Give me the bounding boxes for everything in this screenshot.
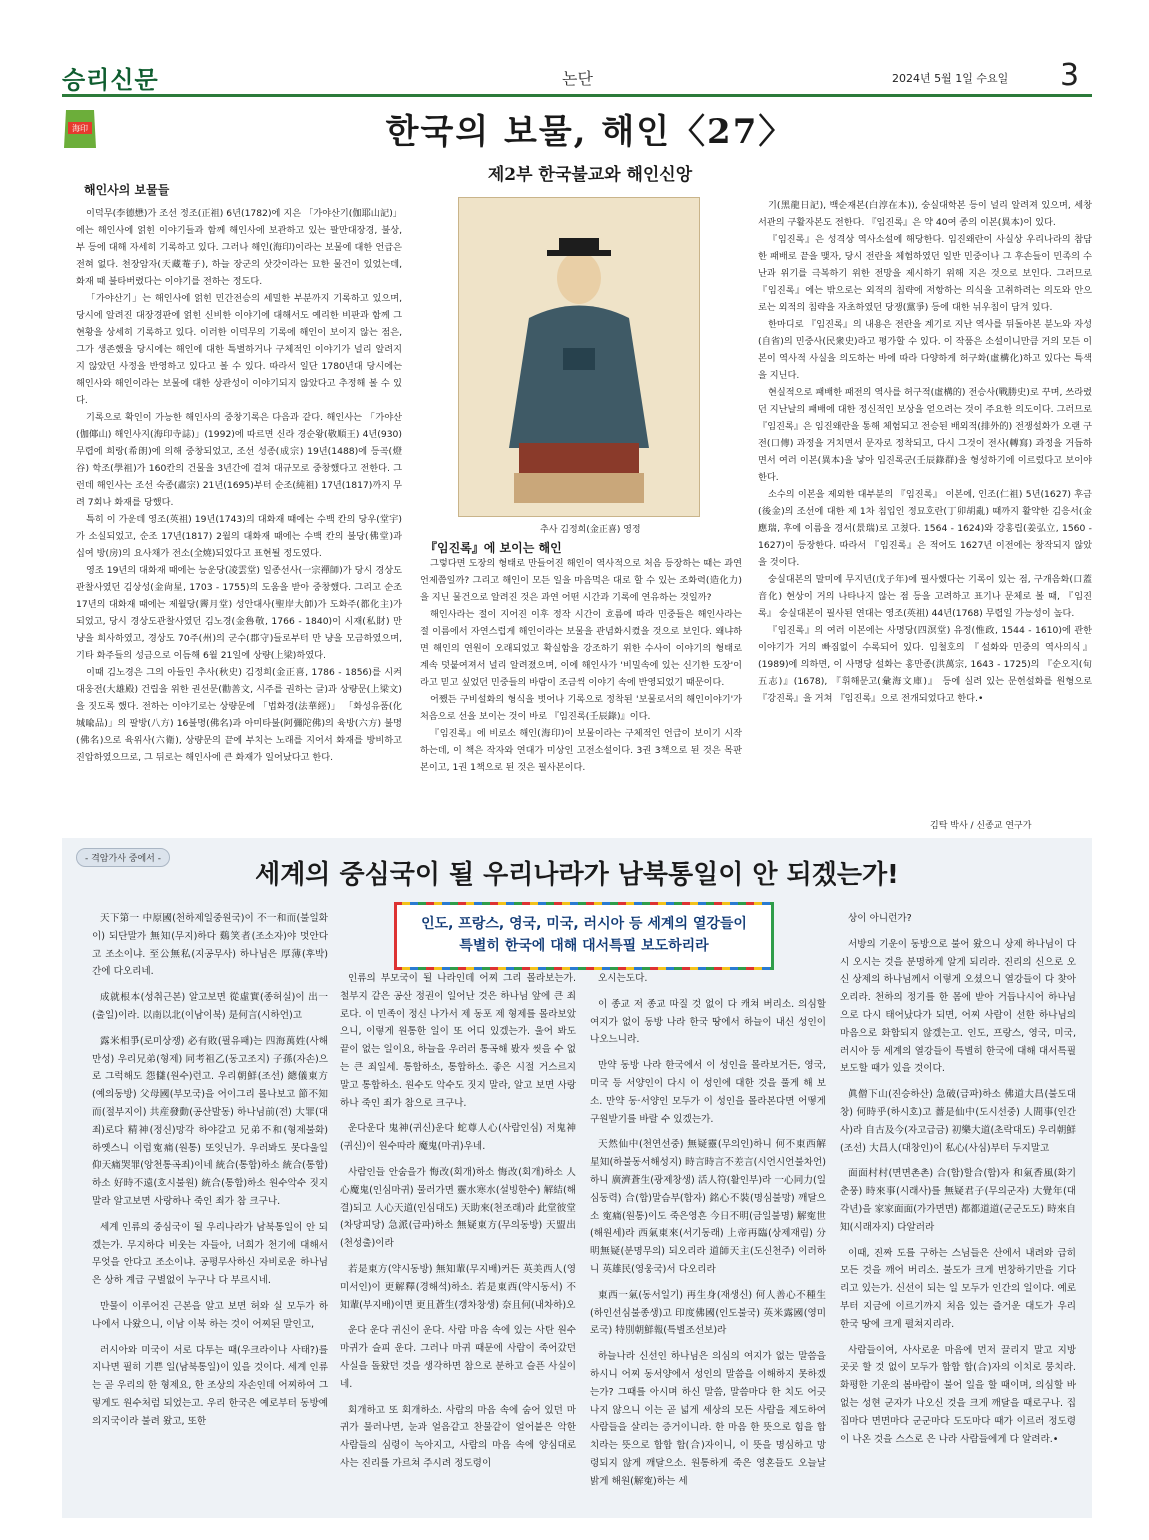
- haein-badge-icon: [62, 108, 98, 152]
- paragraph: 현실적으로 패배한 패전의 역사를 허구적(虛構的) 전승사(戰勝史)로 꾸며, 쓰라렸던 지난날의 패배에 대한 정신적인 보상을 얻으려는 것이 주요한 의도이다. 그러므로 『임진록』은 임진왜란을 통해 체험되고 전승된 배외적(排外的) 전쟁설화가 오랜 구전(口傳) 과정을 거치면서 문자로 정착되고, 다시 그것이 전사(轉寫) 과정을 거듭하면서 여러 이본(異本)을 낳아 임진록군(壬辰錄群)을 형성하기에 이르렀다고 보이야 한다.: [758, 387, 1092, 483]
- paragraph: 한마디로 『임진록』의 내용은 전란을 계기로 지난 역사를 뒤돌아본 분노와 자성(自省)의 민중사(民衆史)라고 평가할 수 있다. 이 작품은 소설이니만큼 거의 모든 이본이 역사적 사실을 의도하는 바에 따라 다양하게 허구화(虛構化)하고 있다는 특색을 지닌다.: [758, 319, 1092, 381]
- paragraph: 인류의 부모국이 될 나라인데 어찌 그리 몰라보는가. 철부지 같은 공산 정권이 일어난 것은 하나님 앞에 큰 죄로다. 이 민족이 정신 나가서 제 동포 제 형제를 몰라보았으니, 이렇게 원통한 일이 또 어디 있겠는가. 울어 봐도 끝이 없는 일이요, 하늘을 우러러 통곡해 봤자 씻을 수 없는 큰 죄일세. 통합하소, 통합하소. 좋은 시절 거스르지 말고 통합하소. 원수도 악수도 짓지 말라, 알고 보면 사랑 하나 죽인 죄가 참으로 크구나.: [340, 973, 576, 1109]
- paragraph: 어쨌든 구비설화의 형식을 벗어나 기록으로 정착된 '보물로서의 해인이야기'가 처음으로 선을 보이는 것이 바로 『임진록(壬辰錄)』이다.: [420, 694, 742, 722]
- issue-date: 2024년 5월 1일 수요일: [892, 72, 1009, 85]
- paragraph: 『임진록』에 비로소 해인(海印)이 보물이라는 구체적인 언급이 보이기 시작하는데, 이 책은 작자와 연대가 미상인 고전소설이다. 3권 3책으로 된 것은 목판본이고, 1권 1책으로 된 것은 필사본이다.: [420, 728, 742, 773]
- paragraph: 기(黑龍日記), 백순재본(白淳在本)), 숭실대학본 등이 널리 알려져 있으며, 세창서관의 구활자본도 전한다. 『임진록』은 약 40여 종의 이본(異本)이 있다.: [758, 200, 1092, 228]
- lower-column-4: [840, 910, 1076, 1510]
- section-name: 논단: [562, 69, 593, 88]
- paragraph: 서방의 기운이 동방으로 불어 왔으니 상제 하나님이 다시 오시는 것을 분명하게 알게 되리라. 진리의 신으로 오신 상제의 하나님께서 이렇게 오셨으니 열강들이 다 찾아오리라. 천하의 정기를 한 몸에 받아 거듭나시어 하나님으로 다시 태어났다가 되면, 어찌 사람이 선한 하나님의 마음으로 화합되지 않겠는고. 인도, 프랑스, 영국, 미국, 러시아 등 세계의 열강들이 특별히 한국에 대해 대서특필 보도할 때가 있을 것이다.: [840, 938, 1076, 1075]
- paragraph: 만물이 이루어진 근본을 알고 보면 허와 실 모두가 하나에서 나왔으니, 이남 이북 하는 것이 어찌된 말인고,: [92, 1300, 328, 1330]
- lower-column-3: [590, 970, 826, 1510]
- paragraph: 이덕무(李德懋)가 조선 정조(正祖) 6년(1782)에 지은 「가야산기(伽耶山記)」에는 해인사에 얽힌 이야기들과 함께 해인사에 보관하고 있는 팔만대장경, 불상, 부 등에 대해 자세히 기록하고 있다. 그러나 해인(海印)이라는 보물에 대한 언급은 전혀 없다. 천장암자(天藏菴子), 하늘 장군의 삿갓이라는 묘한 물건이 있었는데, 화재 때 불타버렸다는 이야기를 전하는 정도다.: [76, 208, 402, 287]
- badge-label: 海印: [72, 124, 88, 133]
- paragraph: 회개하고 또 회개하소. 사람의 마음 속에 숨어 있던 마귀가 물러나면, 눈과 얼음같고 찬물같이 얼어붙은 악한 사람들의 심령이 녹아지고, 사람의 마음 속에 양심대로 사는 진리를 가르쳐 주시려 정도령이: [340, 1404, 576, 1469]
- source-tag: - 격암가사 중에서 -: [76, 848, 170, 867]
- lower-column-1: [92, 910, 328, 1510]
- paragraph: 眞僧下山(진승하산) 急破(급파)하소 佛道大昌(불도대창) 何時乎(하시호)고 薔是仙中(도시선중) 人間事(인간사)라 自古及今(자고급금) 初樂大道(초락대도) 우리朝鮮(조선) 大昌人(대창인)이 私心(사심)부터 두지말고: [840, 1089, 1076, 1154]
- paragraph: 이때 김노경은 그의 아들인 추사(秋史) 김정희(金正喜, 1786 - 1856)를 시켜 대웅전(大雄殿) 건립을 위한 권선문(勸善文, 시주를 권하는 글)과 상량문(上梁文)을 짓도록 했다. 전하는 이야기로는 상량문에 「법화경(法華經)」 「화성유품(化城喩品)」의 팔방(八方) 16불명(佛名)과 아미타불(阿彌陀佛)의 육방(六方) 불명(佛名)으로 육위사(六衛), 상량문의 끝에 부치는 노래를 지어서 화재를 방비하고 진압하였으므로, 그 뒤로는 해인사에 큰 화재가 일어났다고 한다.: [76, 667, 402, 763]
- paragraph: 기록으로 확인이 가능한 해인사의 중창기록은 다음과 같다. 해인사는 「가야산(伽倻山) 해인사지(海印寺誌)」(1992)에 따르면 신라 경순왕(敬順王) 4년(930) 무렵에 희랑(希朗)에 의해 중창되었고, 조선 성종(成宗) 19년(1488)에 등곡(燈谷) 학조(學祖)가 160칸의 건물을 3년간에 걸쳐 대규모로 중창했다고 전한다. 그런데 해인사는 조선 숙종(肅宗) 21년(1695)부터 순조(純祖) 17년(1817)까지 무려 7회나 화재를 당했다.: [76, 412, 402, 508]
- paragraph: 「가야산기」는 해인사에 얽힌 민간전승의 세밀한 부분까지 기록하고 있으며, 당시에 알려진 대장경판에 얽힌 신비한 이야기에 대해서도 예리한 비판과 함께 그 현황을 상세히 기록하고 있다. 이러한 이덕무의 기록에 해인이 보이지 않는 점은, 그가 생존했을 당시에는 해인에 대한 특별하거나 구체적인 이야기가 널리 알려지지 않았던 사정을 반영하고 있다고 볼 수 있다. 따라서 일단 1780년대 당시에는 해인사와 해인이라는 보물에 대한 상관성이 이야기되지 않았다고 추정해 볼 수 있다.: [76, 293, 402, 406]
- paragraph: 이 종교 저 종교 따질 것 없이 다 캐쳐 버리소. 의심할 여지가 없이 동방 나라 한국 땅에서 하늘이 내신 성인이 나오느니라.: [590, 998, 826, 1046]
- paragraph: 面面村村(면면촌촌) 合(합)할合(합)자 和氣香風(화기춘풍) 時來事(시래사)를 無疑君子(무의군자) 大覺年(대각년)을 家家面面(가가면면) 都都道道(군군도도) 時來自知(시래자지) 다알러라: [840, 1168, 1076, 1233]
- highlight-callout: [394, 902, 774, 970]
- paragraph: 東西一氣(동서일기) 再生身(재생신) 何人善心不種生(하인선심불종생)고 印度佛國(인도불국) 英米露國(영미로국) 特別朝鮮報(특별조선보)라: [590, 1289, 826, 1337]
- paragraph: 상이 아니런가?: [848, 913, 912, 924]
- portrait-caption: 추사 김정희(金正喜) 영정: [540, 525, 641, 535]
- paragraph: 숭실대본의 말미에 무지년(戊子年)에 필사했다는 기록이 있는 점, 구개음화(口蓋音化) 현상이 거의 나타나지 않는 점 등을 고려하고 표기나 문체로 볼 때, 『임진록』 숭실대본이 필사된 연대는 영조(英祖) 44년(1768) 무렵일 가능성이 높다.: [758, 574, 1092, 619]
- paragraph: 『임진록』의 여러 이본에는 사명당(四溟堂) 유정(惟政, 1544 - 1610)에 관한 이야기가 거의 빠짐없이 수록되어 있다. 임철호의 『설화와 민중의 역사의식』(1989)에 의하면, 이 사명당 설화는 홍만종(洪萬宗, 1643 - 1725)의 『순오지(旬五志)』(1678), 『휘해문고(彙海文庫)』 등에 실려 있는 문헌설화를 원형으로 『강진록』을 거쳐 『임진록』으로 전개되었다고 한다.•: [758, 625, 1092, 704]
- paragraph: 成就根本(성취근본) 알고보면 從虛實(종허실)이 出一(출일)이라. 以南以北(이남이북) 是何言(시하언)고: [92, 992, 328, 1021]
- article-title: 한국의 보물, 해인〈27〉: [385, 112, 795, 152]
- callout-line: 인도, 프랑스, 영국, 미국, 러시아 등 세계의 열강들이: [421, 916, 747, 932]
- paragraph: 세계 인류의 중심국이 될 우리나라가 남북통일이 안 되겠는가. 무지하다 비웃는 자들아, 너희가 천기에 대해서 무엇을 안다고 조소이냐. 공평무사하신 자비로운 하나님은 상하 계급 구별없이 누구나 다 부르시네.: [92, 1221, 328, 1287]
- article-column-2: [420, 555, 742, 830]
- paragraph: 만약 동방 나라 한국에서 이 성인을 몰라보거든, 영국, 미국 등 서양인이 다시 이 성인에 대한 것을 풀게 해 보소. 만약 동·서양인 모두가 이 성인을 몰라본다면 어떻게 구원받기를 바랄 수 있겠는가.: [590, 1060, 826, 1125]
- paragraph: 하늘나라 신선인 하나님은 의심의 여지가 없는 말씀을 하시니 어찌 동서양에서 성인의 말씀을 이해하지 못하겠는가? 그때를 아시며 하신 말씀, 말씀마다 한 치도 어긋나지 않으니 이는 곧 넓게 세상의 모든 사람을 제도하여 사람들을 살리는 증거이니라. 한 마음 한 뜻으로 힘을 합치라는 뜻으로 합합 합(合)자이니, 이 뜻을 명심하고 망령되지 않게 깨달으소. 원통하게 죽은 영혼들도 오늘날 밝게 해원(解寃)하는 세: [590, 1351, 826, 1487]
- article-column-3: [758, 197, 1092, 817]
- portrait-image: [458, 197, 700, 517]
- page-number: 3: [1060, 58, 1080, 93]
- paragraph: 天然仙中(천연선중) 無疑靈(무의인)하니 何不東西解星知(하불동서해성지) 時言時言不差言(시언시언불차언)하니 廣濟蒼生(광제창생) 活人符(활인부)라 一心同力(일심동력) 合(합)말슴부(합자) 銘心不裝(명심불망) 깨달으소 寃痛(원통)이도 죽은영흔 今日不明(금일불명) 解寃世(해원세)라 西氣東來(서기동래) 上帝再臨(상제재림) 分明無疑(분명무의) 되오리라 道師天主(도신천주) 이러하니 英雄民(영웅국)서 다오리라: [590, 1139, 826, 1275]
- newspaper-logo: 승리신문: [62, 66, 159, 94]
- paragraph: 『임진록』은 성격상 역사소설에 해당한다. 임진왜란이 사실상 우리나라의 참담한 패배로 끝을 맺자, 당시 전란을 체험하였던 일반 민중이나 그 후손들이 민족의 수난과 위기를 극복하기 위한 전망을 제시하기 위해 지은 것으로 보인다. 그러므로 『임진록』에는 밖으로는 외적의 침략에 저항하는 의식을 고취하려는 의도와 안으로는 외적의 침략을 자초하였던 당쟁(黨爭) 등에 대한 뉘우침이 담겨 있다.: [758, 234, 1092, 313]
- paragraph: 그렇다면 도장의 형태로 만들어진 해인이 역사적으로 처음 등장하는 때는 과연 언제쯤일까? 그리고 해인이 모든 일을 마음먹은 대로 할 수 있는 조화력(造化力)을 지닌 물건으로 알려진 것은 과연 어떤 시간과 기록에 연유하는 것일까?: [420, 558, 742, 603]
- article-column-1: [76, 205, 402, 845]
- masthead: [62, 60, 1092, 96]
- paragraph: 오시는도다.: [598, 973, 648, 984]
- paragraph: 사람들이여, 사사로운 마음에 먼저 끌리지 말고 지방 곳곳 할 것 없이 모두가 합합 합(合)자의 이치로 뭉치라. 화평한 기운의 봄바람이 불어 일을 할 때이며, 의심할 바 없는 성현 군자가 나오신 것을 크게 깨달을 때로구나. 집집마다 면면마다 군군마다 도도마다 때가 이르러 정도령이 나온 것을 스스로 은 나라 사람들에게 다 알려라.•: [840, 1344, 1076, 1445]
- paragraph: 天下第一 中原國(천하제일중원국)이 不一和而(불일화이) 되단말가 無知(무지)하다 鷄笑者(조소자)야 멋안다고 조소이냐. 至公無私(지공무사) 하나님은 厚薄(후박)간에 다오리네.: [92, 913, 328, 978]
- lower-column-2: [340, 970, 576, 1510]
- section-heading-imjinrok: 『임진록』에 보이는 해인: [425, 541, 562, 555]
- paragraph: 露米相爭(로미상쟁) 必有敗(필유패)는 四海萬姓(사해만성) 우리兄弟(형제) 同考祖乙(동고조지) 子孫(자손)으로 그럭해도 怨讎(원수)런고. 우리朝鮮(조선) 總儀東方(예의동방) 父母國(부모국)을 어이그리 몰나보고 節不知而(절부지이) 共産發動(공산발동) 하나님前(전) 大罪(대죄)로다 精神(정신)망각 하야갈고 兄弟不和(형제불화) 하옛스니 이럽寃痛(원통) 또잇닌가. 우러봐도 못다울일 仰天痛哭罪(앙천통곡죄)이네 統合(통합)하소 統合(통합)하소 好時不遠(호시불원) 統合(통합)하소 원수악수 짓지말라 알고보면 사랑하나 죽인 죄가 참 크구나.: [92, 1035, 328, 1207]
- paragraph: 운다운다 鬼神(귀신)운다 蛇尊人心(사람인심) 저鬼神(귀신)이 원수따라 魔鬼(마귀)우네.: [340, 1123, 576, 1153]
- paragraph: 이때, 진짜 도를 구하는 스님들은 산에서 내려와 급히 모든 것을 깨어 버리소. 불도가 크게 번창하기만을 기다리고 있는가. 신선이 되는 일 모두가 인간의 일이다. 예로부터 지금에 이르기까지 처음 있는 즐거운 대도가 우리 한국 땅에 크게 펼쳐지리라.: [840, 1247, 1076, 1330]
- author-byline: 김탁 박사 / 신종교 연구가: [930, 821, 1032, 831]
- section-heading-treasures: 해인사의 보물들: [84, 183, 170, 197]
- paragraph: 영조 19년의 대화재 때에는 능운당(凌雲堂) 일종선사(一宗禪師)가 당시 경상도관찰사였던 김상성(金尙星, 1703 - 1755)의 도움을 받아 중창했다. 그리고 순조 17년의 대화재 때에는 제월당(霽月堂) 성안대사(聖岸大師)가 도화주(都化主)가 되었고, 당시 경상도관찰사였던 김노경(金魯敬, 1766 - 1840)이 시재(私財) 만 냥을 희사하였고, 경상도 70주(州)의 군수(郡守)들로부터 만 냥을 모금하였으며, 기타 화주들의 성금으로 이듬해 6월 21일에 상량(上梁)하였다.: [76, 565, 402, 661]
- paragraph: 운다 운다 귀신이 운다. 사람 마음 속에 있는 사탄 원수 마귀가 슬피 운다. 그러나 마귀 때문에 사람이 죽어갔던 사실을 돌왔던 것을 생각하면 참으로 분하고 슬픈 사실이네.: [340, 1325, 576, 1390]
- paragraph: 해인사라는 절이 지어진 이후 정작 시간이 흐름에 따라 민중들은 해인사라는 절 이름에서 자연스럽게 해인이라는 보물을 관념화시켰을 것으로 보인다. 왜냐하면 해인의 연원이 오래되었고 확실함을 강조하기 위한 수사이 이야기의 형태로 계속 덧붙여져서 널리 알려졌으며, 이에 해인사가 '비밀속에 있는 신기한 도장'이라고 믿고 싶었던 민중들의 바람이 조금씩 이야기 속에 반영되었기 때문이다.: [420, 609, 742, 688]
- article-subtitle: 제2부 한국불교와 해인신앙: [487, 165, 693, 185]
- lower-section: [62, 838, 1092, 1518]
- paragraph: 러시아와 미국이 서로 다투는 때(우크라이나 사태?)를 지나면 필히 기쁜 일(남북통일)이 있을 것이다. 세계 인류는 곧 우리의 한 형제요, 한 조상의 자손인데 어찌하여 그렇게도 원수처럼 되었는고. 우리 한국은 예로부터 동방예의지국이라 불려 왔고, 또한: [92, 1344, 328, 1427]
- callout-line: 특별히 한국에 대해 대서특필 보도하리라: [459, 938, 709, 954]
- paragraph: 若是東方(약시동방) 無知輩(무지배)커든 英美西人(영미서인)이 更解釋(경해석)하소. 若是東西(약시동서) 不知輩(부지배)이면 更且蒼生(갱차창생) 奈且何(내차하)오: [340, 1263, 576, 1311]
- paragraph: 소수의 이본을 제외한 대부분의 『임진록』 이본에, 인조(仁祖) 5년(1627) 후금(後金)의 조선에 대한 제 1차 침입인 정묘호란(丁卯胡亂) 때까지 활약한 김응서(金應瑞, 후에 이름을 경서(景瑞)로 고쳤다. 1564 - 1624)와 강홍립(姜弘立, 1560 - 1627)이 등장한다. 따라서 『임진록』은 적어도 1627년 이전에는 창작되지 않았을 것이다.: [758, 489, 1092, 568]
- paragraph: 사람인들 안숨을가 悔改(회개)하소 悔改(회개)하소 人心魔鬼(인심마귀) 물러가면 靈水寒水(설빙한수) 解結(해결)되고 人心天道(인심대도) 天助來(천조래)라 此堂彼堂(차당피당) 急派(급파)하소 無疑東方(무의동방) 天盟出(천성출)이라: [340, 1166, 576, 1250]
- paragraph: 특히 이 가운데 영조(英祖) 19년(1743)의 대화재 때에는 수백 칸의 당우(堂宇)가 소실되었고, 순조 17년(1817) 2월의 대화재 때에는 수백 칸의 불당(佛堂)과 십여 방(房)의 요사채가 전소(全燒)되었다고 표현될 정도였다.: [76, 514, 402, 559]
- masthead-rule: [62, 94, 1092, 97]
- lower-title: 세계의 중심국이 될 우리나라가 남북통일이 안 되겠는가!: [255, 860, 899, 890]
